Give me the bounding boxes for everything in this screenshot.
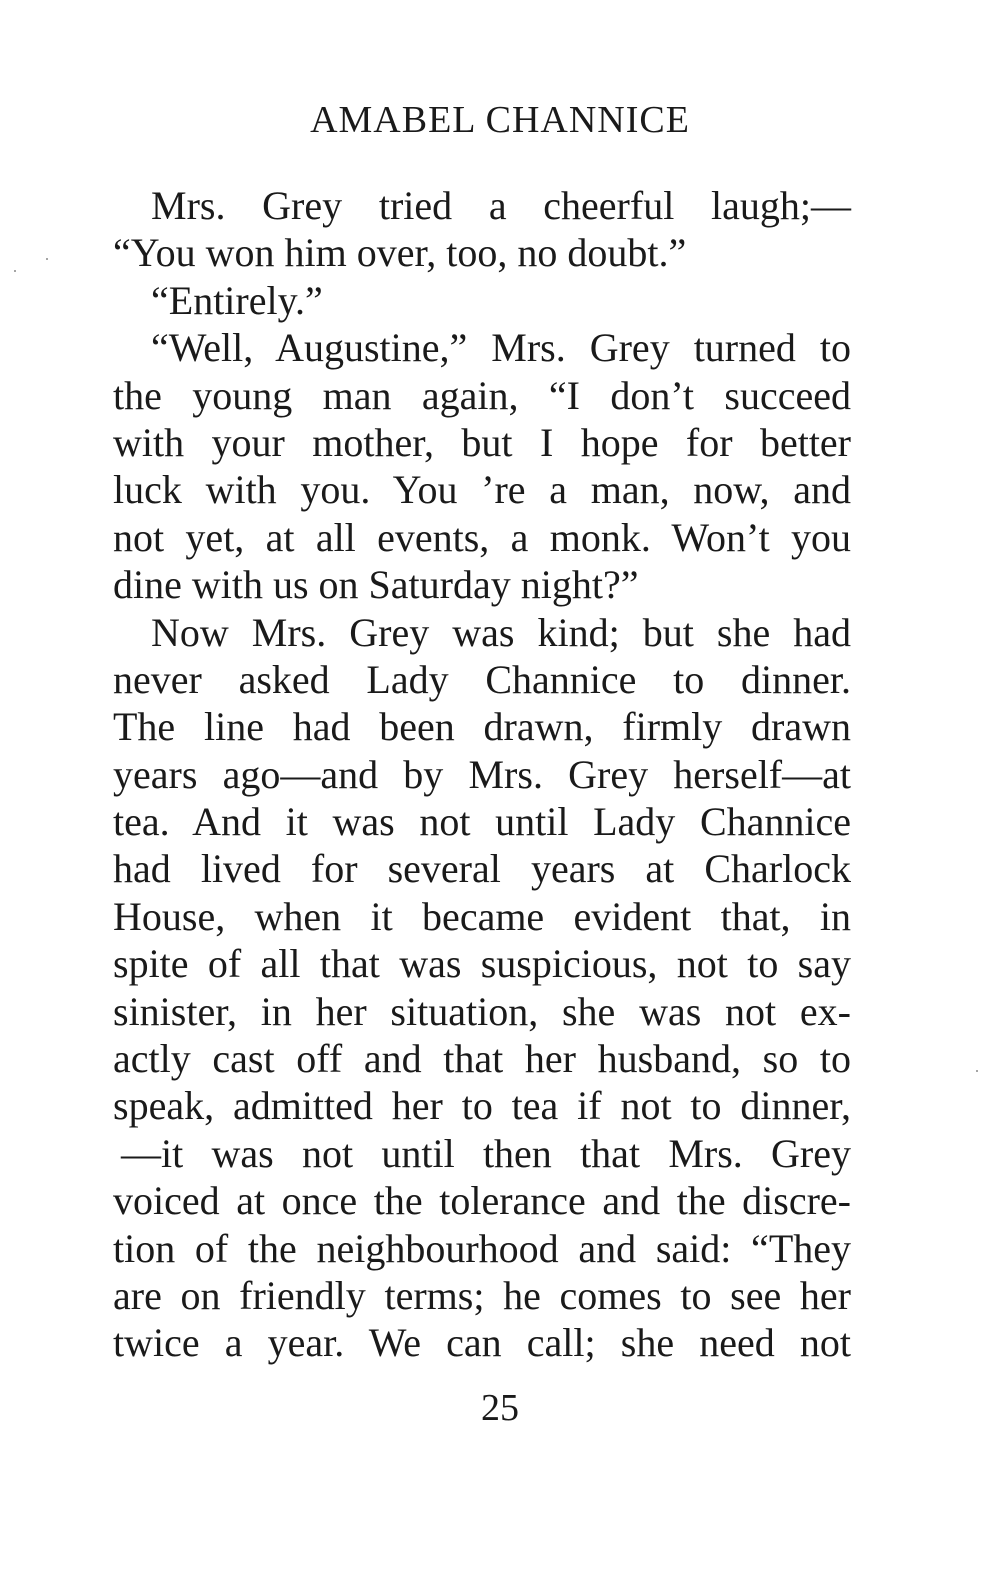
text-line: “Entirely.” — [151, 277, 323, 323]
running-head: AMABEL CHANNICE — [310, 99, 690, 141]
text-line: speak, admitted her to tea if not to dinner, — [113, 1083, 851, 1129]
paper-speck — [46, 258, 48, 260]
text-line: —it was not until then that Mrs. Grey — [121, 1130, 851, 1176]
text-line: had lived for several years at Charlock — [113, 846, 851, 892]
paper-speck — [976, 1070, 978, 1072]
text-line: the young man again, “I don’t succeed — [113, 372, 851, 418]
text-line: sinister, in her situation, she was not ex- — [113, 988, 851, 1034]
text-line: with your mother, but I hope for better — [113, 419, 851, 465]
text-line: spite of all that was suspicious, not to say — [113, 941, 851, 987]
text-line: twice a year. We can call; she need not — [113, 1320, 851, 1366]
text-line: are on friendly terms; he comes to see her — [113, 1272, 851, 1318]
text-line: actly cast off and that her husband, so to — [113, 1036, 851, 1082]
body-text — [113, 182, 851, 1367]
text-line: tion of the neighbourhood and said: “They — [113, 1225, 851, 1271]
text-line: voiced at once the tolerance and the discre- — [113, 1178, 851, 1224]
page-number: 25 — [481, 1387, 519, 1429]
text-line: tea. And it was not until Lady Channice — [113, 799, 851, 845]
text-line: dine with us on Saturday night?” — [113, 562, 639, 608]
text-line: not yet, at all events, a monk. Won’t you — [113, 514, 851, 560]
paper-speck — [14, 270, 16, 272]
text-line: “You won him over, too, no doubt.” — [113, 230, 687, 276]
text-line: “Well, Augustine,” Mrs. Grey turned to — [151, 325, 851, 371]
text-line: luck with you. You ’re a man, now, and — [113, 467, 851, 513]
text-line: House, when it became evident that, in — [113, 893, 851, 939]
text-line: never asked Lady Channice to dinner. — [113, 656, 851, 702]
text-line: Mrs. Grey tried a cheerful laugh;— — [151, 183, 851, 228]
text-line: Now Mrs. Grey was kind; but she had — [151, 609, 851, 655]
text-line: The line had been drawn, firmly drawn — [113, 704, 851, 750]
text-line: years ago—and by Mrs. Grey herself—at — [113, 751, 851, 797]
